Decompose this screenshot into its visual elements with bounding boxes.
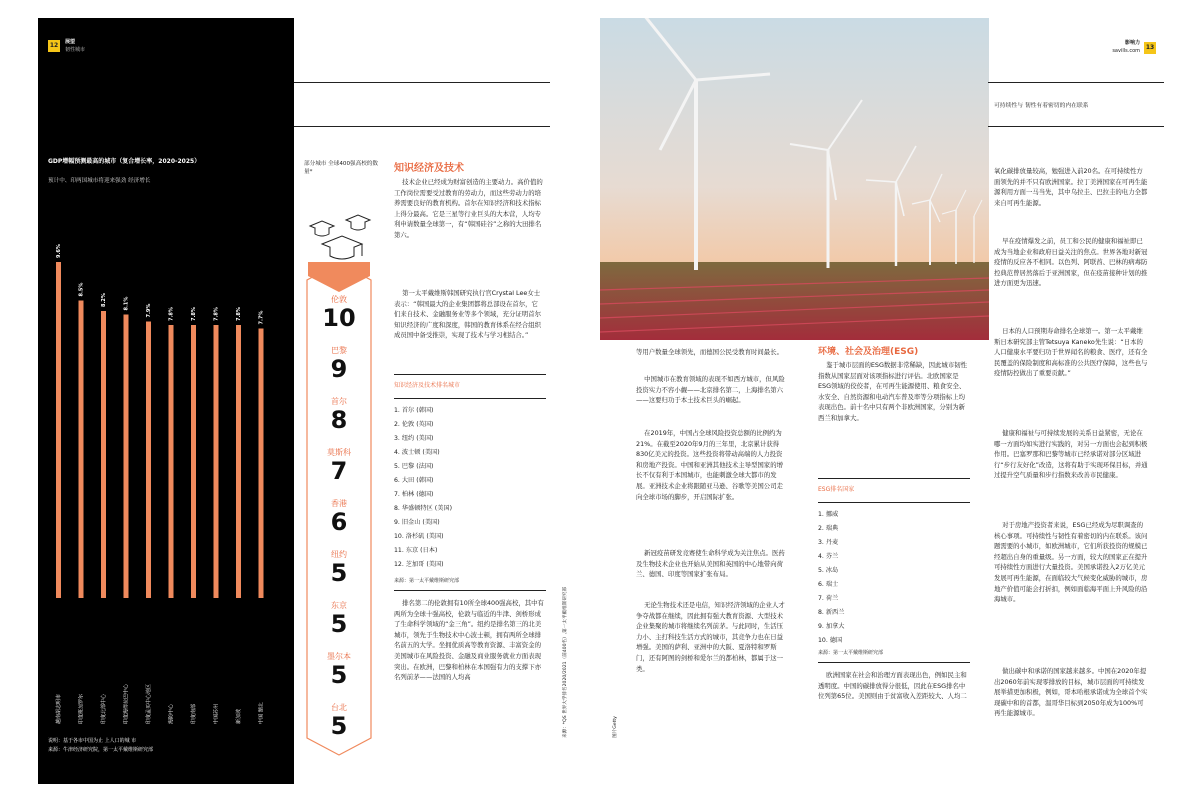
list-item: 9. 加拿大: [818, 623, 845, 630]
bar-category-5: 印度孟买中心地区: [146, 683, 152, 724]
bar-value-3: 8.2%: [101, 293, 107, 307]
graduation-cap-icon: [306, 208, 386, 264]
esg-heading: 环境、社会及治理(ESG): [818, 347, 919, 357]
bar-7: [191, 325, 196, 598]
list-item: 6. 大田 (韩国): [394, 477, 434, 484]
ranking-city: 纽约: [331, 550, 347, 559]
knowledge-heading: 知识经济及技术: [394, 163, 464, 174]
bar-value-4: 8.1%: [123, 296, 130, 311]
bar-10: [259, 329, 264, 599]
ranking-city: 墨尔本: [327, 652, 351, 661]
middle-paragraph-3: 在2019年，中国占全球风险投资总额的比例约为21%。在截至2020年9月的三年里，北京累计获得830亿美元的投资。这些投资将带动高端的人力投资和房地产投资。中国和亚洲其他技术主导型国家的增长不仅有利于本国城市，也能刺激全球大都市的发展。亚洲技术企业将跟随亚马逊、谷歌等美国公司走向全球市场的脚步，开启国际扩张。: [636, 429, 783, 501]
bar-value-2: 8.5%: [78, 282, 85, 297]
ranking-city: 台北: [331, 703, 347, 712]
subsection-label: 韧性城市: [65, 47, 86, 53]
list-item: 12. 芝加哥 (美国): [394, 561, 444, 568]
list-item: 1. 挪威: [818, 511, 839, 518]
ranking-count: 5: [330, 610, 348, 638]
page-number-right: 13: [1144, 42, 1156, 54]
right-paragraph-2: 早在疫情爆发之前，员工和公民的健康和福祉即已成为当地企业和政府日益关注的焦点。世界各地对新冠疫情的反应各不相同。以色列、阿联酋、巴林的病毒防控典范曾居然落后于亚洲国家，但在疫苗接种计划的推进方面更为迅速。: [994, 237, 1148, 288]
bar-value-5: 7.9%: [146, 303, 152, 318]
list-item: 10. 洛杉矶 (美国): [394, 533, 444, 540]
list-item: 3. 纽约 (美国): [394, 435, 434, 442]
bar-category-1: 越南胡志明市: [56, 693, 62, 724]
bar-value-1: 9.6%: [56, 244, 62, 258]
right-tagline: 可持续性与 韧性有着密切的内在联系: [994, 103, 1089, 109]
right-paragraph-1: 氧化碳排放量较高，勉强进入前20名。在可持续性方面领先的并不只有欧洲国家。拉丁美洲国家在可再生能源利用方面一马当先，其中乌拉圭、巴拉圭的电力全都来自可再生能源。: [994, 167, 1148, 207]
middle-paragraph-2: 中国城市在教育领域的表现不如西方城市，但风险投资实力不容小觑——北京排名第二，上海排名第六——这要归功于本土技术巨头的崛起。: [636, 375, 785, 405]
ranking-count: 7: [330, 457, 348, 485]
list-item: 6. 瑞士: [818, 581, 839, 588]
bar-6: [169, 325, 174, 598]
esg-paragraph-1: 鉴于城市层面的ESG数据非常稀缺，因此城市韧性指数从国家层面对该项指标进行评估。北欧国家是ESG领域的佼佼者，在可再生能源使用、粮食安全、水安全、自然资源和电动汽车普及率等分项指标上均表现出色。前十名中只有两个非欧洲国家，分别为新西兰和加拿大。: [818, 361, 967, 422]
bar-category-10: 中国 湖北: [258, 702, 265, 724]
chart-subtitle: 预计中、印两国城市将迎来强劲 经济增长: [48, 178, 151, 184]
right-page-site: savills.com: [1112, 48, 1140, 54]
bar-category-6: 海防中心: [168, 703, 175, 724]
knowledge-paragraph-3: 排名第二的伦敦拥有10所全球400强高校，其中有两所为全球十强高校，伦敦与临近的牛津、剑桥形成了生命科学领域的“金三角”。纽约是排名第三的北美城市，领先于生物技术中心波士顿，拥有两所全球排名前五的大学。坐拥优质高等教育资源、丰富资金的美国城市在风险投资、金融及商业服务就业方面表现突出。在欧洲，巴黎和柏林在本国强有力的支撑下亦名列前茅——法国的人均高: [394, 599, 544, 682]
list-item: 4. 波士顿 (美国): [394, 449, 440, 456]
bar-3: [101, 311, 106, 598]
ranking-caption: 部分城市 全球400强高校的数量*: [304, 161, 378, 175]
bar-category-9: 新加坡: [236, 708, 242, 724]
chart-title: GDP增幅预测最高的城市（复合增长率，2020-2025）: [48, 158, 201, 165]
right-paragraph-5: 对于房地产投资者来说，ESG已经成为尽职调查的核心事项。可持续性与韧性有着密切的内在联系。该问题需要的小城市，如欧洲城市，它们所获投资的规模已经超出自身的重量级。另一方面，较大的国家正在提升可持续性方面进行大量投资。美国承诺投入2万亿美元发展可再生能源，在面临较大气候变化威胁的城市，房地产价值可能会打折扣，例如面临海平面上升风险的沿海城市。: [994, 521, 1148, 604]
list-item: 1. 首尔 (韩国): [394, 407, 434, 414]
wind-farm-photo: [600, 18, 989, 340]
esg-list-heading: ESG排名国家: [818, 486, 855, 493]
bar-value-6: 7.8%: [168, 307, 175, 321]
bar-9: [236, 325, 241, 598]
ranking-city: 莫斯科: [327, 448, 351, 457]
list-item: 7. 荷兰: [818, 595, 839, 602]
right-paragraph-4: 健康和福祉与可持续发展的关系日益紧密，无论在哪一方面均如实进行实践的，对另一方面也会起到积极作用。巴塞罗那和巴黎等城市已经承诺对部分区域进行“步行友好化”改造，这将有助于实现环保目标，并通过提升空气质量和步行指数来改善市民健康。: [994, 429, 1148, 480]
ranking-count: 10: [322, 304, 356, 332]
middle-paragraph-5: 无论生物技术还是电信，知识经济领域的企业人才争夺战都在继续，因此拥有强大教育资源、大型技术企业集聚的城市将继续名列前茅。与此同时，生活压力小、主打科技生活方式的城市，其竞争力也在日益增强。美国的萨利、亚洲中的大阪、夏洛特和罗斯门，还有阿图的剑桥和爱尔兰的都柏林，都属于这一类。: [636, 601, 785, 673]
chart-note: 说明：基于各市中国为止 上人口的城 市: [48, 738, 137, 744]
list-item: 10. 德国: [818, 637, 843, 644]
list-item: 7. 柏林 (德国): [394, 491, 434, 498]
esg-paragraph-2: 欧洲国家在社会和治理方面表现出色，例如民主和透明度。中国的碳排放得分很低，因此在ESG排名中位列第65位。美国则由于贫富收入差距较大、人均二: [818, 671, 967, 701]
list-item: 2. 伦敦 (英国): [394, 421, 434, 428]
photo-credit: 图片Getty: [613, 716, 618, 738]
right-page-title: 影响力: [1124, 40, 1140, 46]
ranking-count: 6: [330, 508, 348, 536]
knowledge-paragraph-2: 第一太平戴维斯韩国研究执行官Crystal Lee女士表示：“韩国最大的企业集团都将总部设在首尔，它们来自技术、金融服务业等多个领域，充分证明首尔知识经济的广度和深度，韩国的教育体系在经合组织成员国中备受推崇，实现了技术与学习相结合。”: [394, 289, 541, 340]
bar-1: [56, 262, 61, 598]
list-item: 5. 巴黎 (法国): [394, 463, 434, 470]
page-number-left: 12: [48, 40, 60, 52]
ranking-count: 5: [330, 712, 348, 740]
gdp-bar-chart: [38, 208, 294, 748]
bar-value-9: 7.8%: [236, 307, 242, 321]
ranking-city: 首尔: [331, 397, 347, 406]
ranking-count: 5: [330, 661, 348, 689]
bar-value-10: 7.7%: [258, 310, 265, 325]
list-item: 11. 东京 (日本): [394, 547, 438, 554]
esg-country-list: [818, 508, 970, 648]
right-paragraph-6: 做出碳中和承诺的国家越来越多。中国在2020年提出2060年前实现零排放的目标，城市层面的可持续发展举措更加积极，例如，哥本哈根承诺成为全球首个实现碳中和的首都，温哥华目标到2050年成为100%可再生能源城市。: [994, 667, 1148, 718]
ranking-city: 东京: [331, 601, 347, 610]
right-paragraph-3: 日本的人口预期寿命排名全球第一。第一太平戴维斯日本研究部主管Tetsuya Kaneko先生说：“日本的人口健康水平要归功于世界闻名的粮食、医疗，还有全民覆盖的保险制度和高标准的公共医疗保障，这些也与疫情防控做出了重要贡献。”: [994, 327, 1148, 378]
list-item: 2. 瑞典: [818, 525, 839, 532]
ranking-count: 9: [330, 355, 348, 383]
knowledge-list-source: 来源：第一太平戴维斯研究部: [394, 578, 460, 584]
bar-category-3: 印度北部中心: [101, 693, 107, 724]
bar-category-7: 印度南部: [191, 703, 197, 724]
bar-value-7: 7.8%: [191, 307, 197, 321]
bar-4: [124, 315, 129, 599]
section-label: 展望: [65, 39, 76, 45]
list-item: 8. 华盛顿特区 (美国): [394, 505, 452, 512]
ranking-city: 伦敦: [331, 295, 347, 304]
bar-8: [214, 325, 219, 598]
ranking-city: 巴黎: [331, 346, 347, 355]
ranking-count: 5: [330, 559, 348, 587]
university-ranking: [309, 294, 369, 754]
bar-category-8: 中国苏州: [213, 703, 220, 724]
chart-source: 来源：牛津经济研究院，第一太平戴维斯研究部: [48, 747, 154, 753]
bar-category-4: 印度海得拉巴中心: [123, 683, 130, 724]
list-item: 5. 冰岛: [818, 567, 839, 574]
list-item: 3. 丹麦: [818, 539, 839, 546]
bar-2: [79, 301, 84, 599]
ranking-city: 香港: [331, 499, 347, 508]
list-item: 9. 旧金山 (美国): [394, 519, 440, 526]
ranking-count: 8: [330, 406, 348, 434]
middle-paragraph-1: 等用户数量全球领先，而德国公民受教育时间最长。: [636, 348, 783, 356]
middle-paragraph-4: 新冠疫苗研发竞赛使生命科学成为关注焦点。医药及生物技术企业也开始从美国和英国的中心地带向荷兰、德国、印度等国家扩张布局。: [636, 549, 785, 579]
bar-value-8: 7.8%: [213, 307, 220, 321]
knowledge-paragraph-1: 技术企业已经成为财富创造的主要动力。高价值的工作岗位需要受过教育的劳动力，而这些劳动力的培养需要良好的教育机构。首尔在知识经济和技术指标上得分最高。它是三星等行业巨头的大本营，人均专利申请数量全球第一，有“韩国硅谷”之称的大田排名第六。: [394, 178, 543, 239]
knowledge-list-heading: 知识经济及技术排名城市: [394, 382, 461, 389]
list-item: 8. 新西兰: [818, 609, 845, 616]
ranking-vertical-note: 来源：*QS 世界大学排名2020/2021（前400名）,第一太平戴维斯研究部: [563, 586, 568, 738]
list-item: 4. 芬兰: [818, 553, 839, 560]
knowledge-city-list: [394, 404, 546, 572]
bar-category-2: 印度班加罗尔: [78, 693, 85, 724]
esg-list-source: 来源：第一太平戴维斯研究部: [818, 650, 884, 656]
bar-5: [146, 322, 151, 599]
magazine-spread: [38, 18, 1164, 784]
